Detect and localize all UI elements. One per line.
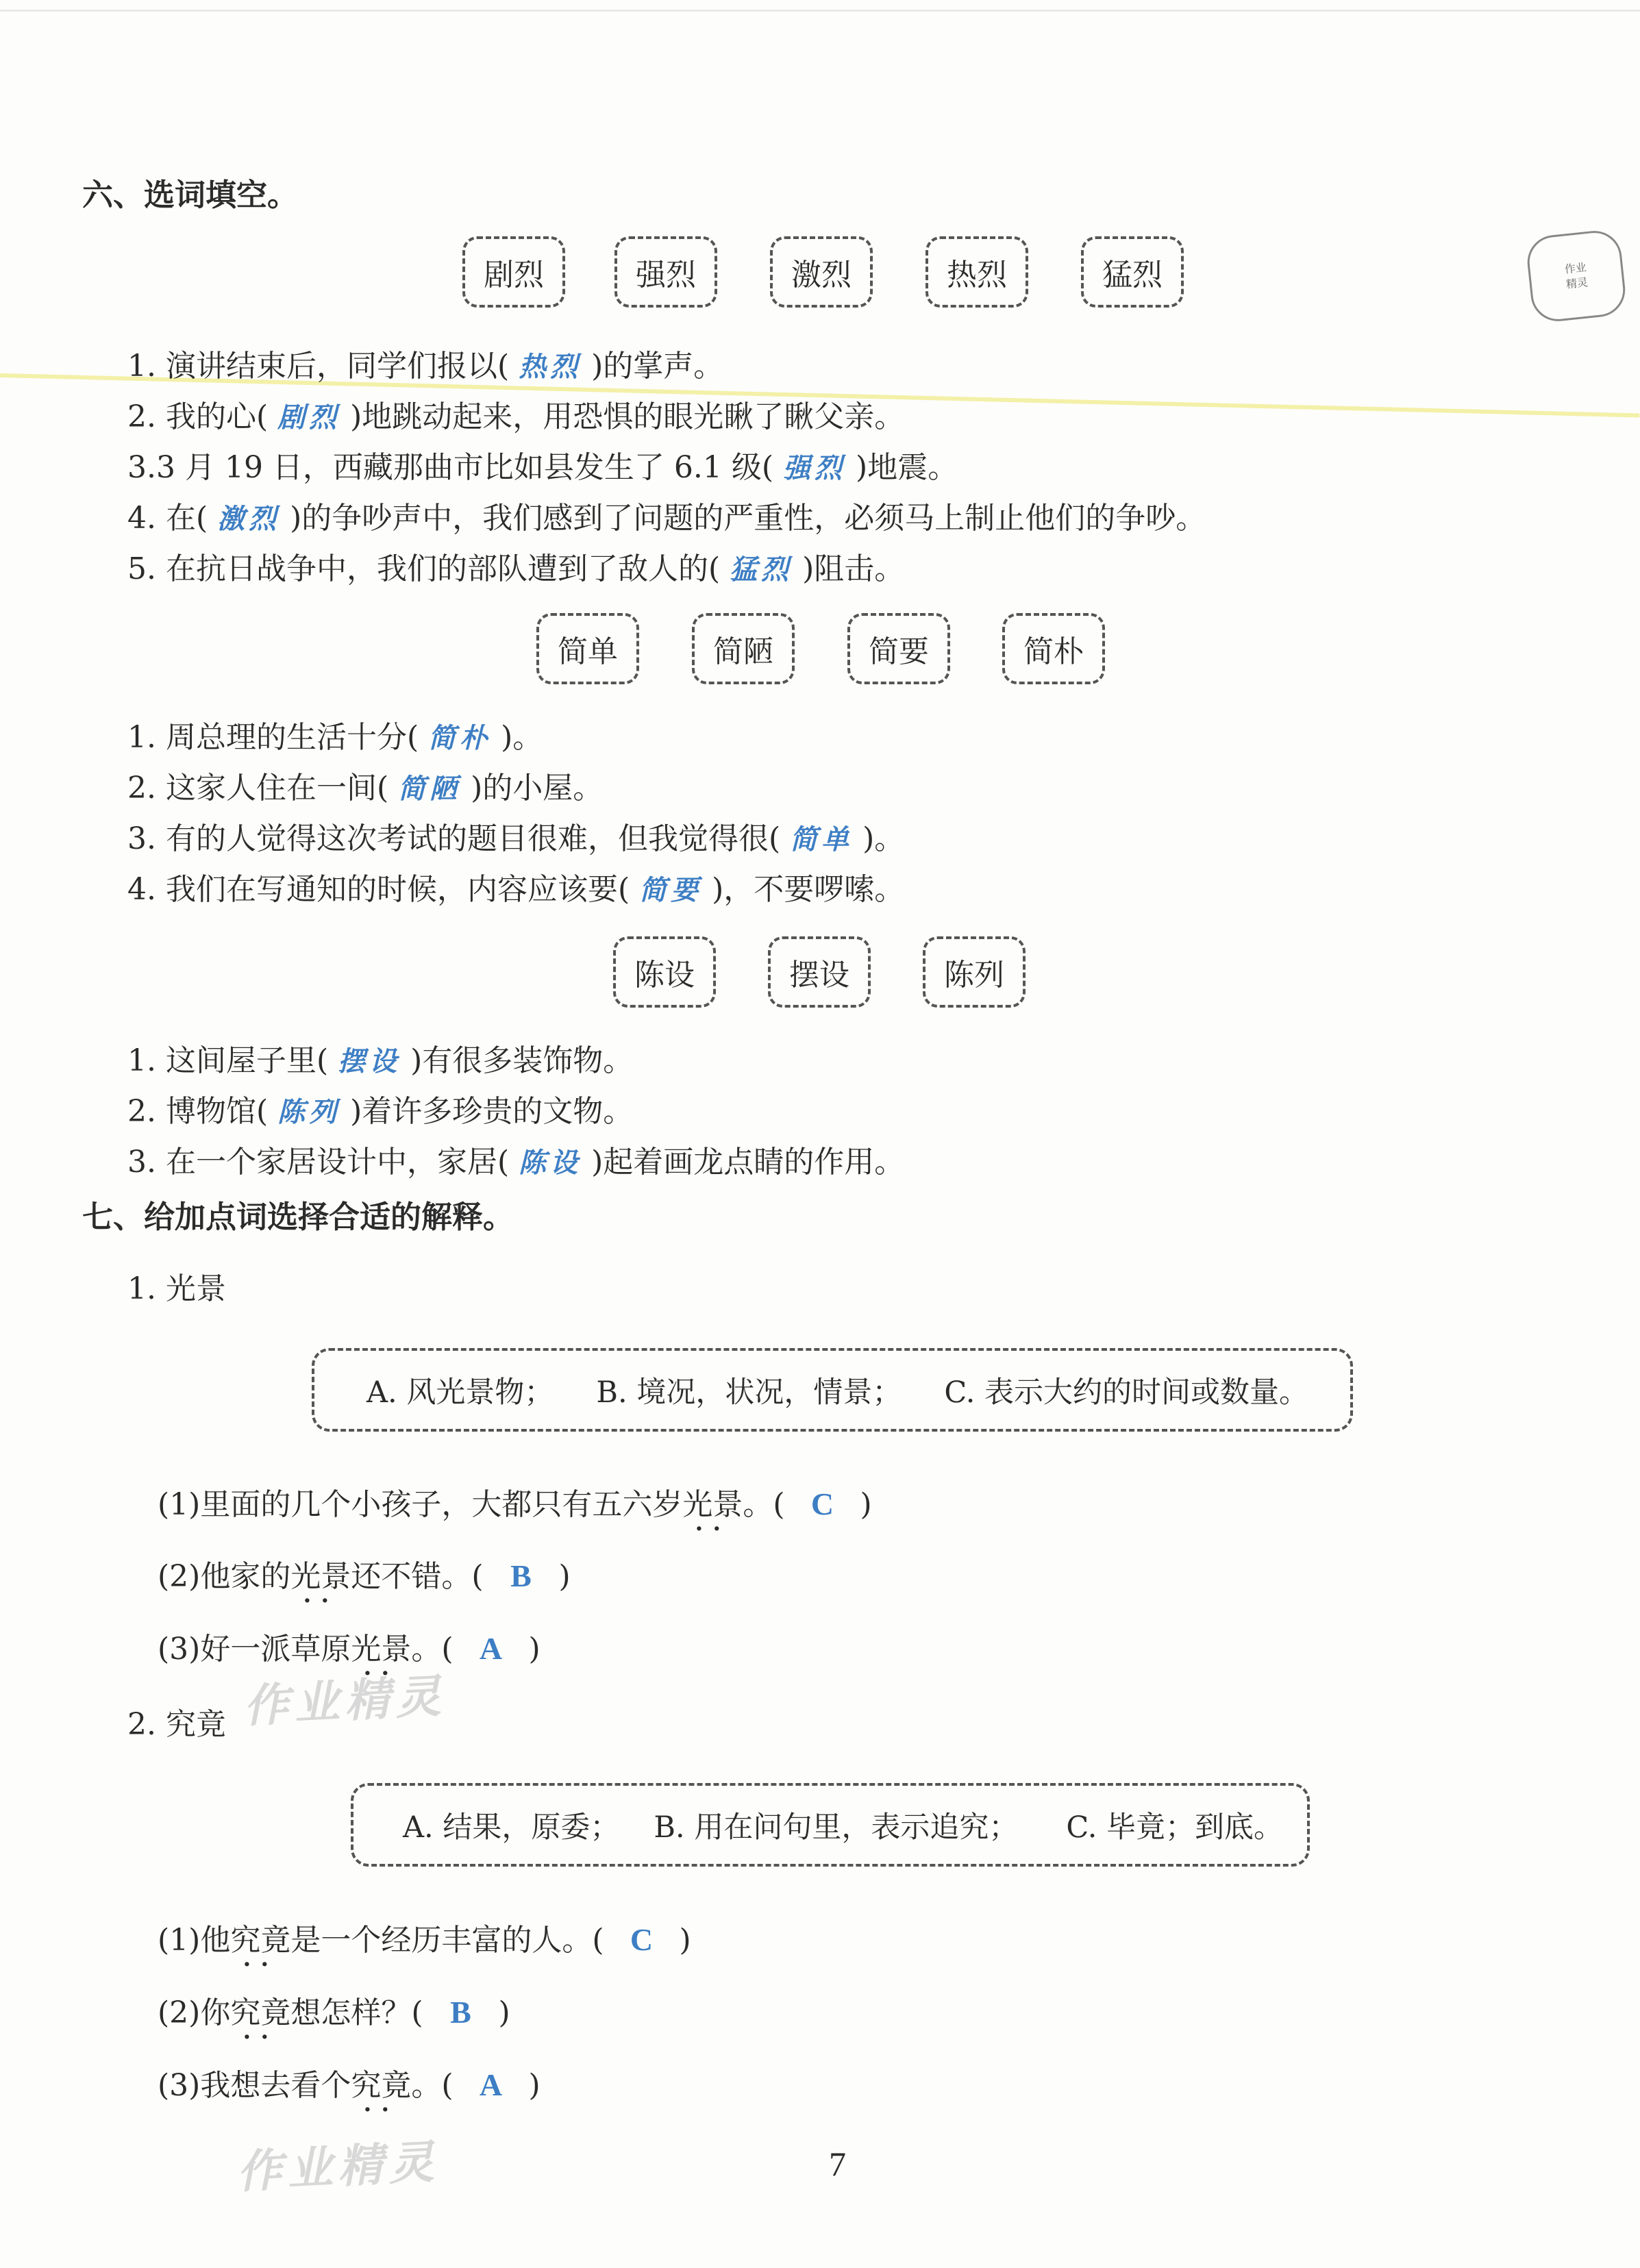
fill-item: 3. 在一个家居设计中，家居( 陈设 )起着画龙点睛的作用。 bbox=[127, 1137, 904, 1181]
answer: 陈设 bbox=[519, 1147, 582, 1179]
answer: B bbox=[510, 1558, 532, 1593]
word-box: 热烈 bbox=[925, 236, 1028, 308]
answer: 激烈 bbox=[217, 503, 281, 535]
definition: C. 表示大约的时间或数量。 bbox=[944, 1375, 1309, 1410]
dotted-keyword: 究竟 ·· bbox=[230, 1923, 290, 1958]
top-rule bbox=[0, 10, 1640, 12]
fill-item: 1. 演讲结束后，同学们报以( 热烈 )的掌声。 bbox=[127, 341, 723, 385]
question-label: 1. 光景 bbox=[127, 1271, 226, 1306]
answer: 剧烈 bbox=[277, 401, 341, 434]
definition-box bbox=[351, 1783, 1310, 1867]
choice-item: (2)你究竟 ··想怎样？( B ) bbox=[158, 1988, 510, 2032]
answer: B bbox=[450, 1995, 471, 2030]
answer: 简陋 bbox=[398, 773, 462, 805]
word-box: 简单 bbox=[536, 613, 639, 684]
word-box: 简朴 bbox=[1002, 613, 1105, 684]
watermark: 作业精灵 bbox=[242, 1669, 448, 1733]
dotted-keyword: 光景 ·· bbox=[290, 1559, 351, 1594]
answer: 陈列 bbox=[277, 1096, 341, 1128]
dotted-keyword: 光景 ·· bbox=[351, 1632, 411, 1667]
answer: A bbox=[479, 2067, 503, 2102]
watermark: 作业精灵 bbox=[235, 2135, 441, 2199]
definition: B. 境况，状况，情景； bbox=[596, 1375, 902, 1410]
word-box: 简陋 bbox=[692, 613, 795, 684]
choice-item: (2)他家的光景 ··还不错。( B ) bbox=[158, 1552, 571, 1595]
choice-item: (3)我想去看个究竟 ··。( A ) bbox=[158, 2060, 541, 2104]
choice-item: (3)好一派草原光景 ··。( A ) bbox=[158, 1624, 541, 1668]
question-label: 2. 究竟 bbox=[127, 1707, 226, 1742]
dotted-keyword: 光景 ·· bbox=[682, 1487, 743, 1522]
fill-item: 5. 在抗日战争中，我们的部队遭到了敌人的( 猛烈 )阻击。 bbox=[127, 544, 904, 588]
fill-item: 2. 博物馆( 陈列 )着许多珍贵的文物。 bbox=[127, 1086, 633, 1130]
section-7-title: 七、给加点词选择合适的解释。 bbox=[82, 1199, 514, 1235]
answer: 猛烈 bbox=[730, 553, 793, 586]
dotted-keyword: 究竟 ·· bbox=[351, 2068, 411, 2103]
definition: A. 风光景物； bbox=[366, 1375, 554, 1410]
answer: C bbox=[810, 1486, 834, 1521]
stamp-line-1: 作业 bbox=[1563, 260, 1587, 276]
choice-item: (1)里面的几个小孩子，大都只有五六岁光景 ··。( C ) bbox=[158, 1480, 872, 1523]
answer: 强烈 bbox=[783, 452, 847, 484]
word-box: 剧烈 bbox=[462, 236, 565, 308]
definition-box bbox=[312, 1348, 1353, 1432]
answer: 热烈 bbox=[519, 351, 582, 383]
answer: A bbox=[479, 1631, 503, 1666]
fill-item: 1. 这间屋子里( 摆设 )有很多装饰物。 bbox=[127, 1036, 633, 1080]
definition: B. 用在问句里，表示追究； bbox=[654, 1810, 1019, 1845]
word-box: 陈设 bbox=[613, 936, 716, 1008]
fill-item: 4. 在( 激烈 )的争吵声中，我们感到了问题的严重性，必须马上制止他们的争吵。 bbox=[127, 493, 1206, 537]
word-box: 简要 bbox=[847, 613, 950, 684]
choice-item: (1)他究竟 ··是一个经历丰富的人。( C ) bbox=[158, 1915, 691, 1959]
definition: C. 毕竟；到底。 bbox=[1066, 1810, 1284, 1845]
answer: 简要 bbox=[639, 874, 703, 906]
answer: 简朴 bbox=[428, 722, 492, 754]
answer: 简单 bbox=[790, 823, 854, 856]
fill-item: 3.3 月 19 日，西藏那曲市比如县发生了 6.1 级( 强烈 )地震。 bbox=[127, 443, 958, 486]
answer: C bbox=[630, 1922, 654, 1957]
word-box: 激烈 bbox=[770, 236, 873, 308]
fill-item: 1. 周总理的生活十分( 简朴 )。 bbox=[127, 712, 543, 756]
section-6-title: 六、选词填空。 bbox=[82, 177, 299, 213]
word-box: 猛烈 bbox=[1081, 236, 1184, 308]
stamp-seal bbox=[1525, 228, 1628, 324]
definition: A. 结果，原委； bbox=[403, 1810, 620, 1845]
fill-item: 3. 有的人觉得这次考试的题目很难，但我觉得很( 简单 )。 bbox=[127, 814, 904, 858]
fill-item: 2. 这家人住在一间( 简陋 )的小屋。 bbox=[127, 763, 603, 807]
stamp-line-2: 精灵 bbox=[1565, 275, 1589, 291]
fill-item: 4. 我们在写通知的时候，内容应该要( 简要 )，不要啰嗦。 bbox=[127, 864, 904, 908]
word-box: 陈列 bbox=[923, 936, 1026, 1008]
word-box: 摆设 bbox=[768, 936, 871, 1008]
word-box: 强烈 bbox=[614, 236, 717, 308]
dotted-keyword: 究竟 ·· bbox=[230, 1995, 290, 2030]
answer: 摆设 bbox=[338, 1045, 401, 1077]
fill-item: 2. 我的心( 剧烈 )地跳动起来，用恐惧的眼光瞅了瞅父亲。 bbox=[127, 392, 904, 436]
page-number: 7 bbox=[829, 2145, 846, 2183]
